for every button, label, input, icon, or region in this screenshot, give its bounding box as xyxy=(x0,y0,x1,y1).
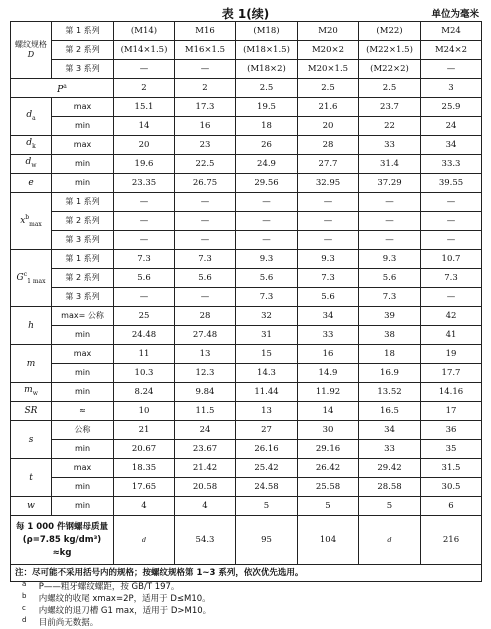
value-cell: 2.5 xyxy=(359,79,421,98)
row-symbol xyxy=(11,421,52,459)
value-cell: 25.58 xyxy=(298,478,359,497)
table-row xyxy=(11,421,482,440)
row-symbol xyxy=(11,383,52,402)
value-cell: 5.6 xyxy=(175,269,236,288)
spec-symbol: D xyxy=(27,50,35,59)
value-cell: 11.5 xyxy=(175,402,236,421)
value-cell: M24 xyxy=(421,22,482,41)
footnote-mark: d xyxy=(22,616,27,624)
symbol-letter: m xyxy=(26,358,36,369)
symbol-subscript: w xyxy=(31,161,37,169)
value-cell: — xyxy=(236,193,298,212)
table-row xyxy=(11,478,482,497)
value-cell: 15.1 xyxy=(114,98,175,117)
row-symbol xyxy=(11,459,52,497)
value-cell: d xyxy=(359,516,421,565)
value-cell: 19 xyxy=(421,345,482,364)
value-cell: 30.5 xyxy=(421,478,482,497)
value-cell: 23.7 xyxy=(359,98,421,117)
value-cell: 13 xyxy=(236,402,298,421)
value-cell: 19.5 xyxy=(236,98,298,117)
table-row xyxy=(11,497,482,516)
footnote-d xyxy=(22,616,98,628)
value-cell: 2.5 xyxy=(298,79,359,98)
value-cell: 38 xyxy=(359,326,421,345)
symbol-letter: s xyxy=(28,434,34,445)
value-cell: 12.3 xyxy=(175,364,236,383)
value-cell: 14.3 xyxy=(236,364,298,383)
footnote-text: 内螺纹的收尾 xmax=2P，适用于 D≤M10。 xyxy=(38,594,211,604)
value-cell: 216 xyxy=(421,516,482,565)
unit-label: 单位为毫米 xyxy=(431,9,479,20)
row-symbol xyxy=(11,250,52,307)
value-cell: — xyxy=(421,288,482,307)
value-cell: 21 xyxy=(114,421,175,440)
symbol-letter: d xyxy=(26,109,33,120)
value-cell: (M18) xyxy=(236,22,298,41)
value-cell: 5.6 xyxy=(236,269,298,288)
table-row xyxy=(11,345,482,364)
footnote-mark: b xyxy=(22,592,27,600)
value-cell: 29.16 xyxy=(298,440,359,459)
mass-label-line3: ≈kg xyxy=(52,547,72,558)
value-cell: 14 xyxy=(298,402,359,421)
value-cell: 16.9 xyxy=(359,364,421,383)
value-cell: 26.75 xyxy=(175,174,236,193)
value-cell: 54.3 xyxy=(175,516,236,565)
row-label: min xyxy=(52,478,114,497)
symbol-letter: SR xyxy=(24,406,38,416)
value-cell: 37.29 xyxy=(359,174,421,193)
row-label: 公称 xyxy=(52,421,114,440)
value-cell: 32.95 xyxy=(298,174,359,193)
row-label: 第 2 系列 xyxy=(52,269,114,288)
value-cell: 18 xyxy=(359,345,421,364)
symbol-letter: h xyxy=(28,320,34,331)
value-cell: 7.3 xyxy=(236,288,298,307)
value-cell: 7.3 xyxy=(175,250,236,269)
value-cell: 33.3 xyxy=(421,155,482,174)
value-cell: 17.3 xyxy=(175,98,236,117)
value-cell: 24.58 xyxy=(236,478,298,497)
value-cell: 34 xyxy=(421,136,482,155)
row-label: min xyxy=(52,364,114,383)
row-label: min xyxy=(52,174,114,193)
value-cell: (M22) xyxy=(359,22,421,41)
row-symbol xyxy=(11,402,52,421)
value-cell: 17.65 xyxy=(114,478,175,497)
value-cell: 9.84 xyxy=(175,383,236,402)
value-cell: 4 xyxy=(175,497,236,516)
value-cell: 95 xyxy=(236,516,298,565)
symbol-subscript: k xyxy=(32,142,36,150)
mass-label-line2: (ρ=7.85 kg/dm³) xyxy=(22,534,102,545)
value-cell: 14.16 xyxy=(421,383,482,402)
symbol-letter: x xyxy=(20,215,26,226)
value-cell: 24 xyxy=(175,421,236,440)
symbol-letter: e xyxy=(28,178,34,188)
symbol-letter: w xyxy=(27,501,35,511)
value-cell: — xyxy=(114,288,175,307)
row-label: 第 3 系列 xyxy=(52,231,114,250)
value-cell: 5.6 xyxy=(114,269,175,288)
specification-table xyxy=(10,21,482,582)
value-cell: 18.35 xyxy=(114,459,175,478)
value-cell: 25 xyxy=(114,307,175,326)
value-cell: 27 xyxy=(236,421,298,440)
value-cell: 14.9 xyxy=(298,364,359,383)
row-label: min xyxy=(52,117,114,136)
value-cell: 10.7 xyxy=(421,250,482,269)
value-cell: — xyxy=(175,60,236,79)
table-row xyxy=(11,41,482,60)
value-cell: 20.67 xyxy=(114,440,175,459)
row-label: min xyxy=(52,326,114,345)
row-label: min xyxy=(52,155,114,174)
value-cell: 7.3 xyxy=(359,288,421,307)
table-row xyxy=(11,22,482,41)
value-cell: 35 xyxy=(421,440,482,459)
value-cell: 11.92 xyxy=(298,383,359,402)
value-cell: 11 xyxy=(114,345,175,364)
value-cell: 26.16 xyxy=(236,440,298,459)
value-cell: — xyxy=(236,212,298,231)
value-cell: 29.56 xyxy=(236,174,298,193)
row-label: 第 3 系列 xyxy=(52,288,114,307)
row-symbol xyxy=(11,155,52,174)
value-cell: (M22×2) xyxy=(359,60,421,79)
table-row xyxy=(11,269,482,288)
value-cell: — xyxy=(114,212,175,231)
value-cell: 15 xyxy=(236,345,298,364)
value-cell: (M22×1.5) xyxy=(359,41,421,60)
table-row xyxy=(11,231,482,250)
row-label: min xyxy=(52,383,114,402)
row-symbol xyxy=(11,345,52,383)
value-cell: 8.24 xyxy=(114,383,175,402)
table-row xyxy=(11,516,482,565)
symbol-letter: t xyxy=(29,472,33,483)
symbol-subscript: a xyxy=(32,114,36,122)
value-cell: 5.6 xyxy=(298,288,359,307)
value-cell: 27.7 xyxy=(298,155,359,174)
value-cell: M24×2 xyxy=(421,41,482,60)
value-cell: — xyxy=(298,212,359,231)
value-cell: 13 xyxy=(175,345,236,364)
series-label: 第 2 系列 xyxy=(52,41,114,60)
symbol-superscript: b xyxy=(25,213,30,221)
value-cell: — xyxy=(114,231,175,250)
table-row xyxy=(11,288,482,307)
value-cell: — xyxy=(175,288,236,307)
row-label: min xyxy=(52,440,114,459)
value-cell: 11.44 xyxy=(236,383,298,402)
value-cell: — xyxy=(421,212,482,231)
row-symbol xyxy=(11,307,52,345)
value-cell: (M18×2) xyxy=(236,60,298,79)
value-cell: 24.48 xyxy=(114,326,175,345)
value-cell: 30 xyxy=(298,421,359,440)
footnote-mark: c xyxy=(22,604,26,612)
value-cell: 21.42 xyxy=(175,459,236,478)
symbol-letter: d xyxy=(25,157,32,168)
table-row xyxy=(11,326,482,345)
value-cell: 9.3 xyxy=(236,250,298,269)
value-cell: 41 xyxy=(421,326,482,345)
value-cell: (M14) xyxy=(114,22,175,41)
value-cell: 31.4 xyxy=(359,155,421,174)
value-cell: — xyxy=(359,193,421,212)
value-cell: d xyxy=(114,516,175,565)
value-cell: 18 xyxy=(236,117,298,136)
value-cell: 28 xyxy=(175,307,236,326)
mass-label-line1: 每 1 000 件钢螺母质量 xyxy=(15,521,109,532)
table-row xyxy=(11,459,482,478)
table-row xyxy=(11,136,482,155)
value-cell: 33 xyxy=(359,136,421,155)
value-cell: 21.6 xyxy=(298,98,359,117)
row-label: max xyxy=(52,345,114,364)
value-cell: — xyxy=(236,231,298,250)
row-symbol xyxy=(11,174,52,193)
value-cell: — xyxy=(298,193,359,212)
footnote-text: 目前尚无数据。 xyxy=(38,618,99,628)
value-cell: 17.7 xyxy=(421,364,482,383)
value-cell: — xyxy=(175,193,236,212)
value-cell: 9.3 xyxy=(298,250,359,269)
value-cell: 27.48 xyxy=(175,326,236,345)
symbol-letter: P xyxy=(57,84,64,95)
value-cell: 7.3 xyxy=(114,250,175,269)
value-cell: 17 xyxy=(421,402,482,421)
row-label: 第 2 系列 xyxy=(52,212,114,231)
value-cell: 33 xyxy=(359,440,421,459)
value-cell: 4 xyxy=(114,497,175,516)
value-cell: M16 xyxy=(175,22,236,41)
value-cell: 36 xyxy=(421,421,482,440)
symbol-superscript: a xyxy=(63,82,67,90)
value-cell: 5.6 xyxy=(359,269,421,288)
value-cell: 5 xyxy=(359,497,421,516)
table-row xyxy=(11,79,482,98)
value-cell: M20×2 xyxy=(298,41,359,60)
value-cell: M20 xyxy=(298,22,359,41)
value-cell: 31.5 xyxy=(421,459,482,478)
row-label: min xyxy=(52,497,114,516)
table-row xyxy=(11,383,482,402)
value-cell: — xyxy=(421,231,482,250)
value-cell: — xyxy=(298,231,359,250)
mass-label xyxy=(11,516,114,565)
value-cell: 5 xyxy=(236,497,298,516)
row-label: 第 1 系列 xyxy=(52,250,114,269)
value-cell: — xyxy=(359,212,421,231)
value-cell: 25.9 xyxy=(421,98,482,117)
table-row xyxy=(11,155,482,174)
table-row xyxy=(11,402,482,421)
value-cell: 14 xyxy=(114,117,175,136)
symbol-subscript: 1 max xyxy=(27,277,46,285)
series-label: 第 3 系列 xyxy=(52,60,114,79)
value-cell: — xyxy=(175,231,236,250)
value-cell: 28.58 xyxy=(359,478,421,497)
value-cell: 10.3 xyxy=(114,364,175,383)
value-cell: 10 xyxy=(114,402,175,421)
value-cell: 13.52 xyxy=(359,383,421,402)
symbol-superscript: c xyxy=(23,270,28,278)
table-row xyxy=(11,307,482,326)
row-label: max xyxy=(52,459,114,478)
value-cell: 2 xyxy=(175,79,236,98)
value-cell: 29.42 xyxy=(359,459,421,478)
spec-label: 螺纹规格 xyxy=(15,40,47,49)
value-cell: 16 xyxy=(298,345,359,364)
table-row xyxy=(11,212,482,231)
value-cell: 22.5 xyxy=(175,155,236,174)
row-label: max xyxy=(52,98,114,117)
value-cell: — xyxy=(175,212,236,231)
value-cell: — xyxy=(114,60,175,79)
value-cell: — xyxy=(421,193,482,212)
row-label: ≈ xyxy=(52,402,114,421)
table-row xyxy=(11,565,482,582)
value-cell: 5 xyxy=(298,497,359,516)
value-cell: 104 xyxy=(298,516,359,565)
value-cell: 33 xyxy=(298,326,359,345)
value-cell: 26.42 xyxy=(298,459,359,478)
row-label: max= 公称 xyxy=(52,307,114,326)
value-cell: 9.3 xyxy=(359,250,421,269)
value-cell: 16.5 xyxy=(359,402,421,421)
value-cell: — xyxy=(114,193,175,212)
row-symbol xyxy=(11,98,52,136)
value-cell: 23 xyxy=(175,136,236,155)
value-cell: 34 xyxy=(298,307,359,326)
value-cell: 24 xyxy=(421,117,482,136)
footnote-text: P——粗牙螺纹螺距，按 GB/T 197。 xyxy=(38,582,180,592)
value-cell: 34 xyxy=(359,421,421,440)
value-cell: 16 xyxy=(175,117,236,136)
value-cell: (M14×1.5) xyxy=(114,41,175,60)
footnote-mark: a xyxy=(22,580,27,588)
value-cell: 24.9 xyxy=(236,155,298,174)
row-label: max xyxy=(52,136,114,155)
value-cell: M20×1.5 xyxy=(298,60,359,79)
value-cell: 3 xyxy=(421,79,482,98)
symbol-letter: m xyxy=(24,385,33,396)
value-cell: 22 xyxy=(359,117,421,136)
value-cell: 25.42 xyxy=(236,459,298,478)
symbol-subscript: max xyxy=(29,220,42,228)
value-cell: 28 xyxy=(298,136,359,155)
symbol-letter: G xyxy=(16,272,24,283)
table-row xyxy=(11,440,482,459)
footnote-c xyxy=(22,604,211,616)
footnote-text: 内螺纹的退刀槽 G1 max，适用于 D>M10。 xyxy=(38,606,212,616)
row-symbol xyxy=(11,136,52,155)
value-cell: 2.5 xyxy=(236,79,298,98)
value-cell: 23.35 xyxy=(114,174,175,193)
row-symbol xyxy=(11,193,52,250)
value-cell: 39 xyxy=(359,307,421,326)
table-row xyxy=(11,60,482,79)
value-cell: 2 xyxy=(114,79,175,98)
footnote-a xyxy=(22,580,179,592)
value-cell: M16×1.5 xyxy=(175,41,236,60)
value-cell: 20 xyxy=(298,117,359,136)
spec-header xyxy=(11,22,52,79)
value-cell: 39.55 xyxy=(421,174,482,193)
value-cell: 6 xyxy=(421,497,482,516)
value-cell: 26 xyxy=(236,136,298,155)
table-row xyxy=(11,193,482,212)
value-cell: 31 xyxy=(236,326,298,345)
value-cell: 7.3 xyxy=(298,269,359,288)
value-cell: 42 xyxy=(421,307,482,326)
table-row xyxy=(11,250,482,269)
value-cell: — xyxy=(421,60,482,79)
table-row xyxy=(11,98,482,117)
row-symbol xyxy=(11,497,52,516)
table-row xyxy=(11,117,482,136)
value-cell: 7.3 xyxy=(421,269,482,288)
symbol-letter: d xyxy=(26,138,33,149)
row-symbol xyxy=(11,79,114,98)
value-cell: 19.6 xyxy=(114,155,175,174)
table-note: 注：尽可能不采用括号内的规格；按螺纹规格第 1~3 系列，依次优先选用。 xyxy=(11,565,482,582)
table-row xyxy=(11,174,482,193)
value-cell: 32 xyxy=(236,307,298,326)
row-label: 第 1 系列 xyxy=(52,193,114,212)
table-title: 表 1(续) xyxy=(221,7,270,21)
footnote-b xyxy=(22,592,211,604)
value-cell: (M18×1.5) xyxy=(236,41,298,60)
table-row xyxy=(11,364,482,383)
symbol-subscript: w xyxy=(32,389,38,397)
value-cell: 20 xyxy=(114,136,175,155)
value-cell: 23.67 xyxy=(175,440,236,459)
value-cell: 20.58 xyxy=(175,478,236,497)
series-label: 第 1 系列 xyxy=(52,22,114,41)
value-cell: — xyxy=(359,231,421,250)
